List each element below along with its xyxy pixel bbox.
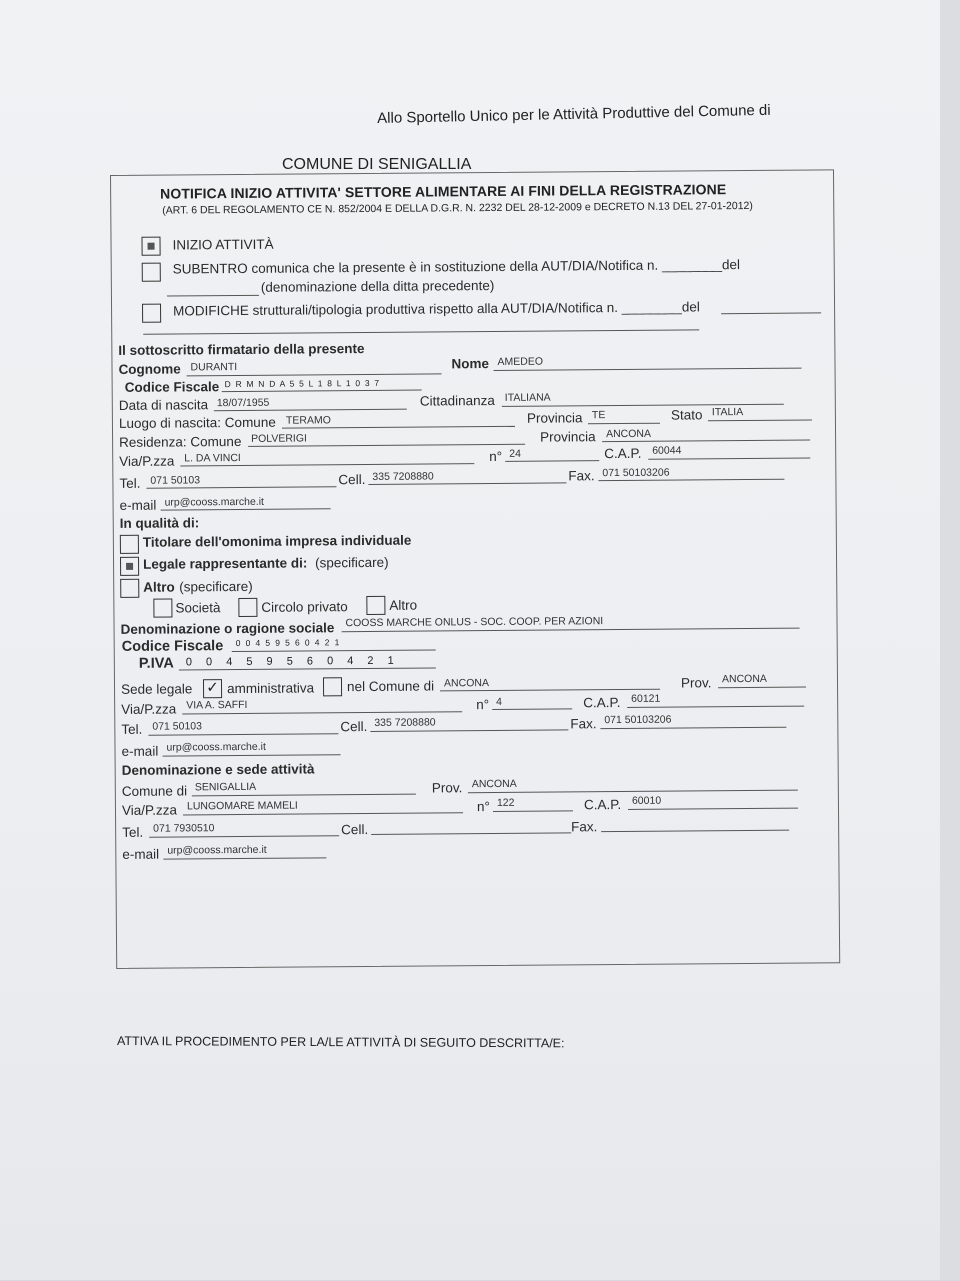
modifiche-label: MODIFICHE strutturali/tipologia produttiva rispetto alla AUT/DIA/Notifica n. ________del <box>173 299 700 319</box>
sede-tel-line <box>148 733 338 735</box>
via-value[interactable]: L. DA VINCI <box>184 451 241 465</box>
modifiche-checkbox[interactable] <box>142 304 161 323</box>
via-label: Via/P.zza <box>119 453 175 469</box>
attivita-fax-line <box>601 830 789 832</box>
nascita-line <box>214 409 407 412</box>
inizio-checkbox[interactable] <box>141 237 160 256</box>
sede-cell-value[interactable]: 335 7208880 <box>374 716 436 729</box>
residenza-label: Residenza: Comune <box>119 433 242 450</box>
subentro-checkbox[interactable] <box>142 263 161 282</box>
sede-cell-label: Cell. <box>340 718 368 735</box>
cf-line <box>222 390 422 393</box>
cognome-line <box>187 373 442 376</box>
altro2-label: Altro <box>389 597 418 613</box>
sede-cell-line <box>370 729 568 732</box>
attivita-tel-line <box>149 835 339 837</box>
comune-sede-checkbox[interactable] <box>323 677 342 696</box>
sede-via-line <box>182 711 462 714</box>
attivita-fax-label: Fax. <box>571 819 598 835</box>
attivita-via-line <box>183 812 463 815</box>
cell-line <box>368 482 566 485</box>
attivita-cell-line <box>371 832 571 835</box>
cap-line <box>648 458 810 460</box>
denominazione-value[interactable]: COOSS MARCHE ONLUS - SOC. COOP. PER AZIONI <box>345 615 604 630</box>
cognome-label: Cognome <box>118 361 181 377</box>
attivita-tel-value[interactable]: 071 7930510 <box>153 822 215 835</box>
stato-line <box>708 419 812 421</box>
nome-line <box>494 368 802 371</box>
legale-label: Legale rappresentante di: <box>142 555 308 572</box>
tel-value[interactable]: 071 50103 <box>150 474 201 487</box>
sede-prov-value[interactable]: ANCONA <box>721 672 767 686</box>
attivita-via-value[interactable]: LUNGOMARE MAMELI <box>186 799 298 813</box>
numero-line <box>505 460 599 462</box>
societa-label: Società <box>175 600 221 616</box>
attivita-email-line <box>163 857 326 859</box>
attivita-cap-line <box>628 808 798 810</box>
attivita-cell-label: Cell. <box>341 821 369 838</box>
luogo-label: Luogo di nascita: Comune <box>118 414 276 431</box>
societa-checkbox[interactable] <box>153 599 172 618</box>
altro-label: Altro <box>143 579 175 595</box>
firmatario-heading: Il sottoscritto firmatario della presente <box>118 341 365 358</box>
luogo-value[interactable]: TERAMO <box>285 414 331 427</box>
email-value[interactable]: urp@cooss.marche.it <box>164 495 264 509</box>
legale-spec-label: (specificare) <box>314 554 389 571</box>
sede-email-value[interactable]: urp@cooss.marche.it <box>166 740 266 754</box>
sede-email-line <box>163 754 341 756</box>
altro2-checkbox[interactable] <box>366 596 385 615</box>
sede-email-label: e-mail <box>121 743 159 759</box>
fax-label: Fax. <box>568 468 595 484</box>
cognome-value[interactable]: DURANTI <box>190 361 238 374</box>
stato-value[interactable]: ITALIA <box>711 406 744 419</box>
attivita-heading: Denominazione e sede attività <box>121 761 315 778</box>
cap-value[interactable]: 60044 <box>652 444 682 457</box>
sede-comune-value[interactable]: ANCONA <box>443 677 489 690</box>
sede-prov-label: Prov. <box>680 675 712 691</box>
sede-legale-label: Sede legale <box>120 681 193 697</box>
email-line <box>161 508 331 510</box>
sede-fax-value[interactable]: 071 50103206 <box>604 713 672 727</box>
form-subtitle: (ART. 6 DEL REGOLAMENTO CE N. 852/2004 E DELLA D.G.R. N. 2232 DEL 28-12-2009 e DECRETO N.13 DEL 27-01-2012) <box>162 199 753 217</box>
attiva-procedimento: ATTIVA IL PROCEDIMENTO PER LA/LE ATTIVITÀ DI SEGUITO DESCRITTA/E: <box>116 1034 565 1051</box>
attivita-comune-value[interactable]: SENIGALLIA <box>194 780 257 794</box>
nascita-value[interactable]: 18/07/1955 <box>216 396 270 410</box>
cittadinanza-value[interactable]: ITALIANA <box>504 391 551 404</box>
titolare-label: Titolare dell'omonima impresa individuale <box>142 532 412 550</box>
altro-checkbox[interactable] <box>120 579 139 598</box>
provincia-label: Provincia <box>526 410 583 426</box>
sede-numero-label: n° <box>476 697 490 713</box>
attivita-prov-line <box>468 790 798 794</box>
provincia-line <box>588 423 660 425</box>
sede-cap-value[interactable]: 60121 <box>631 692 661 705</box>
modifiche-extra-line <box>143 329 699 334</box>
sede-tel-label: Tel. <box>121 721 143 737</box>
sede-cap-line <box>627 706 804 708</box>
sede-numero-value[interactable]: 4 <box>496 695 503 708</box>
stato-label: Stato <box>670 407 703 423</box>
societa-cf-line <box>232 649 436 652</box>
attivita-email-value[interactable]: urp@cooss.marche.it <box>167 843 267 857</box>
addressee-line: Allo Sportello Unico per le Attività Produttive del Comune di <box>377 101 771 127</box>
nascita-label: Data di nascita <box>118 397 209 413</box>
cittadinanza-label: Cittadinanza <box>419 392 495 409</box>
sede-numero-line <box>492 708 572 710</box>
provincia-value[interactable]: TE <box>591 409 606 422</box>
form-title: NOTIFICA INIZIO ATTIVITA' SETTORE ALIMENTARE AI FINI DELLA REGISTRAZIONE <box>160 181 727 202</box>
attivita-comune-label: Comune di <box>121 783 188 799</box>
numero-value[interactable]: 24 <box>509 447 521 460</box>
cf-value[interactable]: D R M N D A 5 5 L 1 8 L 1 0 3 7 <box>224 377 381 390</box>
nome-label: Nome <box>451 356 490 372</box>
circolo-checkbox[interactable] <box>238 598 257 617</box>
inizio-label: INIZIO ATTIVITÀ <box>172 236 274 253</box>
sede-via-label: Via/P.zza <box>121 701 177 717</box>
cell-value[interactable]: 335 7208880 <box>372 470 434 483</box>
attivita-numero-value[interactable]: 122 <box>496 796 515 809</box>
sede-fax-label: Fax. <box>570 716 597 732</box>
piva-label: P.IVA <box>138 655 174 672</box>
subentro-ditta-line <box>167 295 259 297</box>
nome-value[interactable]: AMEDEO <box>497 355 544 368</box>
sede-fax-line <box>600 727 786 729</box>
qualita-heading: In qualità di: <box>119 515 200 531</box>
fax-line <box>598 479 784 481</box>
modifiche-del-line <box>721 312 821 314</box>
numero-label: n° <box>489 448 503 465</box>
attivita-numero-line <box>493 810 573 812</box>
sede-prov-line <box>718 687 806 689</box>
subentro-label: SUBENTRO comunica che la presente è in sostituzione della AUT/DIA/Notifica n. ________del <box>172 257 741 277</box>
subentro-ditta-label: (denominazione della ditta precedente) <box>260 277 495 295</box>
provincia2-label: Provincia <box>540 429 596 445</box>
comune-heading: COMUNE DI SENIGALLIA <box>282 156 472 173</box>
sede-via-value[interactable]: VIA A. SAFFI <box>186 698 248 712</box>
sede-cap-label: C.A.P. <box>583 695 621 711</box>
cell-label: Cell. <box>338 472 366 488</box>
attivita-cap-value[interactable]: 60010 <box>631 794 662 807</box>
attivita-prov-value[interactable]: ANCONA <box>471 777 517 791</box>
amministrativa-label: amministrativa <box>226 680 315 697</box>
legale-checkbox[interactable] <box>120 557 139 576</box>
tel-line <box>146 486 336 488</box>
residenza-value[interactable]: POLVERIGI <box>251 432 307 445</box>
attivita-email-label: e-mail <box>122 846 160 862</box>
attivita-prov-label: Prov. <box>431 780 463 796</box>
piva-value[interactable]: 0 0 4 5 9 5 6 0 4 2 1 <box>185 654 400 669</box>
titolare-checkbox[interactable] <box>120 535 139 554</box>
societa-cf-label: Codice Fiscale <box>121 638 224 655</box>
denominazione-label: Denominazione o ragione sociale <box>120 620 335 637</box>
tel-label: Tel. <box>119 475 141 491</box>
attivita-comune-line <box>192 794 416 797</box>
attivita-tel-label: Tel. <box>122 824 144 840</box>
cf-label: Codice Fiscale <box>124 379 220 395</box>
sede-tel-value[interactable]: 071 50103 <box>152 720 203 733</box>
amministrativa-checkbox[interactable]: ✓ <box>203 679 222 698</box>
circolo-label: Circolo privato <box>261 599 348 615</box>
sede-comune-label: nel Comune di <box>346 678 435 695</box>
altro-spec-label: (specificare) <box>179 578 253 595</box>
attivita-via-label: Via/P.zza <box>121 802 178 818</box>
attivita-numero-label: n° <box>476 799 490 815</box>
email-label: e-mail <box>119 497 157 513</box>
provincia2-value[interactable]: ANCONA <box>606 427 652 441</box>
attivita-cap-label: C.A.P. <box>583 797 622 813</box>
cap-label: C.A.P. <box>604 445 642 462</box>
societa-cf-value[interactable]: 0 0 4 5 9 5 6 0 4 2 1 <box>235 637 341 649</box>
fax-value[interactable]: 071 50103206 <box>602 466 670 480</box>
